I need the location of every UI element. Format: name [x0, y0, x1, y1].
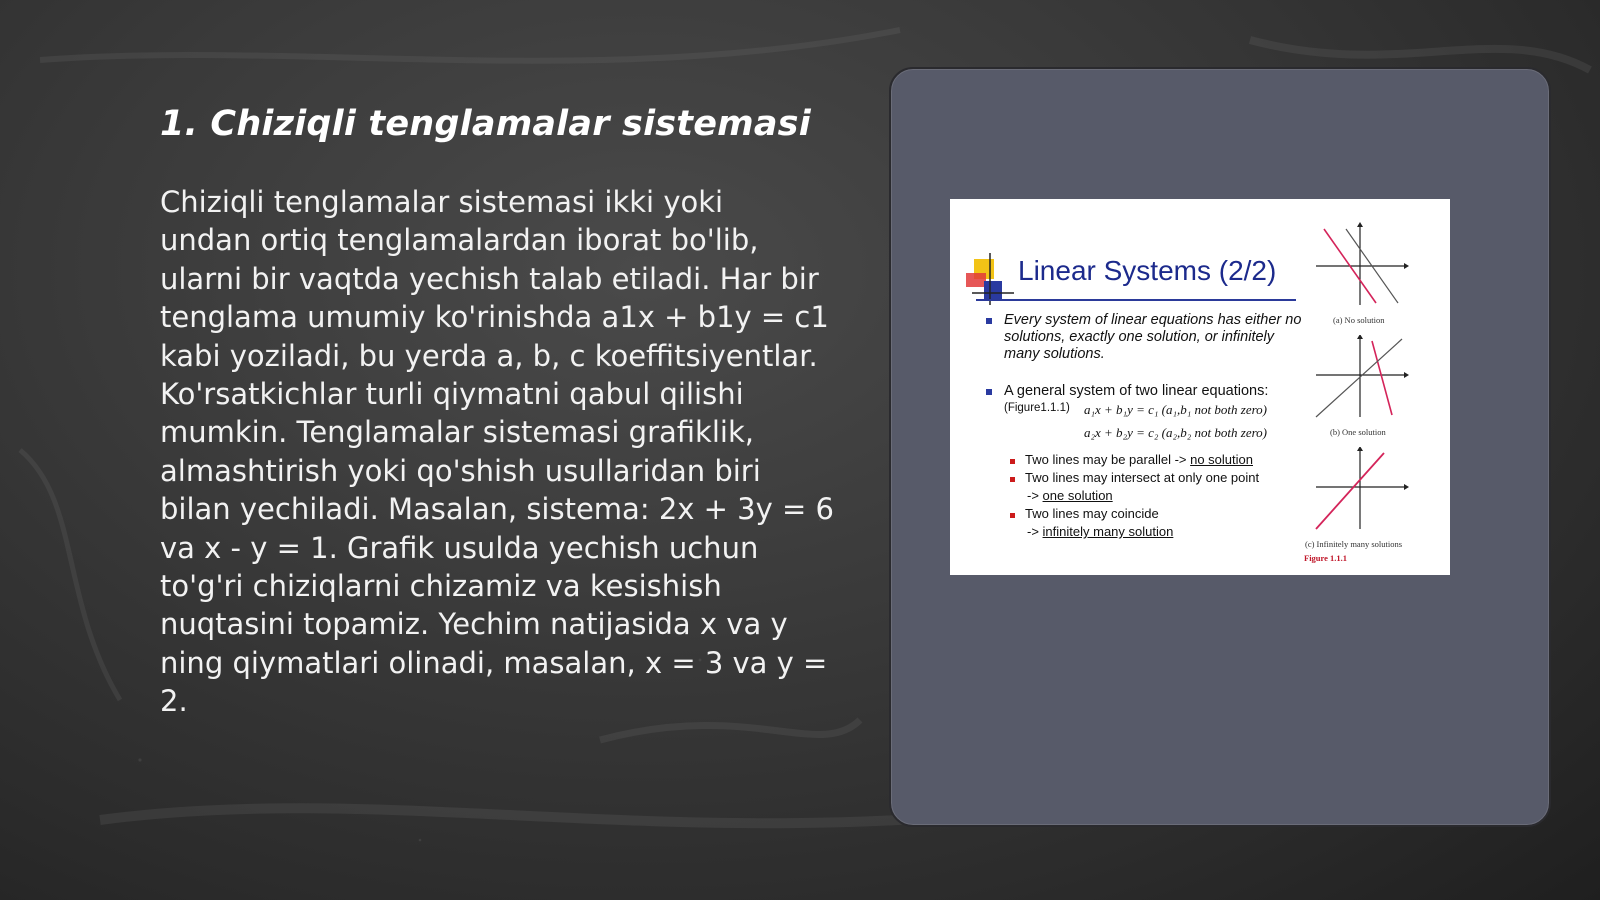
- sub-bullet-1-text: Two lines may be parallel ->: [1025, 452, 1191, 467]
- equation-1: a₁x + b₁y = c₁ (a₁,b₁ not both zero): [1084, 402, 1267, 417]
- body-line: ularni bir vaqtda yechish talab etiladi. Har bir: [160, 261, 819, 296]
- body-line: kabi yoziladi, bu yerda a, b, c koeffitsiyentlar.: [160, 338, 818, 373]
- figure-caption-a: (a) No solution: [1333, 315, 1385, 325]
- body-line: bilan yechiladi. Masalan, sistema: 2x + 3y = 6: [160, 492, 834, 527]
- body-line: tenglama umumiy ko'rinishda a1x + b1y = c1: [160, 300, 829, 335]
- body-line: Ko'rsatkichlar turli qiymatni qabul qilishi: [160, 377, 744, 412]
- embedded-slide-image: [950, 199, 1450, 575]
- slide-title: Linear Systems (2/2): [1018, 255, 1277, 286]
- sub-bullet-square: [1010, 477, 1015, 482]
- slide-bullet-1: Every system of linear equations has either no solutions, exactly one solution, or infinitely many solutions.: [1004, 312, 1302, 362]
- sub-bullet-1-result: no solution: [1190, 452, 1253, 467]
- figure-a-parallel-lines: [1310, 221, 1410, 307]
- slide-bullet-2: A general system of two linear equations:: [1004, 383, 1269, 399]
- figure-caption-c: (c) Infinitely many solutions: [1305, 539, 1403, 549]
- body-line: 2.: [160, 684, 188, 719]
- body-line: ning qiymatlari olinadi, masalan, x = 3 va y =: [160, 645, 828, 680]
- bullet-square: [986, 318, 992, 324]
- page-title: 1. Chiziqli tenglamalar sistemasi: [160, 104, 811, 144]
- sub-bullet-2-result: one solution: [1042, 488, 1113, 503]
- figure-c-coinciding-lines: [1310, 447, 1410, 533]
- body-line: Chiziqli tenglamalar sistemasi ikki yoki: [160, 185, 724, 219]
- sub-bullet-2: Two lines may intersect at only one point: [1025, 470, 1260, 485]
- figure-number-caption: Figure 1.1.1: [1304, 553, 1348, 563]
- figure-reference: (Figure1.1.1): [1004, 402, 1070, 414]
- figure-caption-b: (b) One solution: [1330, 427, 1386, 437]
- sub-bullet-2-arrow: [1027, 488, 1113, 503]
- body-line: mumkin. Tenglamalar sistemasi grafiklik,: [160, 415, 754, 450]
- bullet-square: [986, 389, 992, 395]
- equation-2: a₂x + b₂y = c₂ (a₂,b₂ not both zero): [1084, 425, 1267, 440]
- sub-bullet-3-arrow-text: ->: [1027, 524, 1043, 539]
- sub-bullet-square: [1010, 459, 1015, 464]
- sub-bullet-2-arrow-text: ->: [1027, 488, 1043, 503]
- body-line: almashtirish yoki qo'shish usullaridan biri: [160, 453, 761, 488]
- body-line: to'g'ri chiziqlarni chizamiz va kesishish: [160, 569, 722, 604]
- body-line: va x - y = 1. Grafik usulda yechish uchun: [160, 530, 759, 565]
- body-paragraph: [160, 183, 840, 721]
- sub-bullet-3: Two lines may coincide: [1025, 506, 1159, 521]
- figure-b-intersecting-lines: [1310, 335, 1410, 421]
- sub-bullet-3-arrow: [1027, 524, 1173, 539]
- slide-title-rule: [976, 299, 1296, 301]
- sub-bullet-3-result: infinitely many solution: [1042, 524, 1174, 539]
- sub-bullet-1: [1025, 452, 1253, 467]
- body-line: undan ortiq tenglamalardan iborat bo'lib,: [160, 223, 759, 258]
- sub-bullet-square: [1010, 513, 1015, 518]
- body-line: nuqtasini topamiz. Yechim natijasida x va y: [160, 607, 788, 642]
